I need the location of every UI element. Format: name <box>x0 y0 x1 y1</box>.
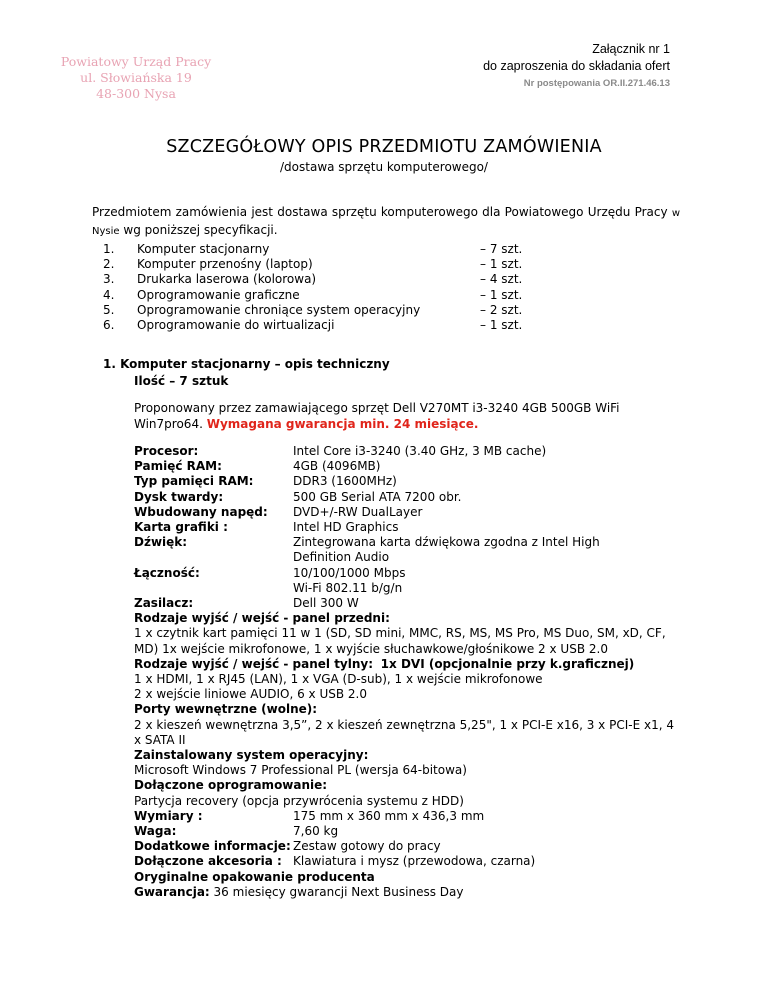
attachment-description: do zaproszenia do składania ofert <box>483 59 670 73</box>
spec-list <box>134 444 679 900</box>
procedure-reference: Nr postępowania OR.II.271.46.13 <box>523 78 670 89</box>
spec-row-extra <box>134 839 679 854</box>
spec-row-disk <box>134 490 679 505</box>
spec-row-psu <box>134 596 679 611</box>
spec-label-front-ports: Rodzaje wyjść / wejść - panel przedni: <box>134 611 390 626</box>
list-item-name: Komputer stacjonarny <box>137 242 270 256</box>
spec-value-front-ports: 1 x czytnik kart pamięci 11 w 1 (SD, SD mini, MMC, RS, MS, MS Pro, MS Duo, SM, xD, CF, MD) 1x wejście mikrofonowe, 1 x wyjście słuchawkowe/głośnikowe 2 x USB 2.0 <box>134 626 666 656</box>
list-item-number: 1. <box>103 242 115 256</box>
spec-label: Typ pamięci RAM: <box>134 474 254 489</box>
intro-text-3: wg poniższej specyfikacji. <box>123 223 278 237</box>
spec-value: Zintegrowana karta dźwiękowa zgodna z Intel High <box>293 535 600 550</box>
list-item <box>103 318 663 333</box>
spec-row-drive <box>134 505 679 520</box>
spec-row-network <box>134 566 679 596</box>
list-item-number: 3. <box>103 272 115 287</box>
list-item <box>103 303 663 318</box>
spec-label-internal: Porty wewnętrzne (wolne): <box>134 702 318 717</box>
spec-row-dimensions <box>134 809 679 824</box>
list-item-quantity: – 1 szt. <box>480 287 523 302</box>
spec-row-ram <box>134 459 679 474</box>
spec-value: DDR3 (1600MHz) <box>293 474 397 489</box>
list-item-quantity: – 2 szt. <box>480 302 523 317</box>
spec-label: Gwarancja: <box>134 884 210 899</box>
spec-value: Definition Audio <box>293 550 390 565</box>
page-subtitle: /dostawa sprzętu komputerowego/ <box>280 160 488 174</box>
institution-stamp <box>60 54 212 102</box>
list-item <box>103 257 663 272</box>
spec-packaging: Oryginalne opakowanie producenta <box>134 869 375 884</box>
spec-label-extra: 1x DVI (opcjonalnie przy k.graficznej) <box>380 656 635 671</box>
spec-value-rear-ports-2: 2 x wejście liniowe AUDIO, 6 x USB 2.0 <box>134 687 367 702</box>
spec-value-software: Partycja recovery (opcja przywrócenia systemu z HDD) <box>134 793 464 808</box>
page-title: SZCZEGÓŁOWY OPIS PRZEDMIOTU ZAMÓWIENIA <box>166 137 602 157</box>
spec-value: 7,60 kg <box>293 824 339 839</box>
spec-label: Rodzaje wyjść / wejść - panel tylny: <box>134 656 374 671</box>
spec-label: Karta grafiki : <box>134 520 228 535</box>
warranty-warning: Wymagana gwarancja min. 24 miesiące. <box>206 417 479 431</box>
attachment-header <box>483 41 670 92</box>
intro-paragraph <box>92 204 680 240</box>
spec-value: 500 GB Serial ATA 7200 obr. <box>293 489 462 504</box>
list-item-name: Komputer przenośny (laptop) <box>137 257 313 272</box>
spec-row-gpu <box>134 520 679 535</box>
spec-label: Pamięć RAM: <box>134 459 222 474</box>
spec-value: DVD+/-RW DualLayer <box>293 504 423 519</box>
spec-value: Wi-Fi 802.11 b/g/n <box>293 580 403 595</box>
intro-text-2: w Nysie <box>92 208 680 237</box>
proposed-text: Proponowany przez zamawiającego sprzęt Dell V270MT i3-3240 4GB 500GB WiFi Win7pro64. <box>134 401 620 431</box>
spec-label: Waga: <box>134 824 177 839</box>
spec-value: Klawiatura i mysz (przewodowa, czarna) <box>293 854 536 869</box>
list-item-number: 6. <box>103 318 115 333</box>
spec-row-weight <box>134 824 679 839</box>
spec-label-software: Dołączone oprogramowanie: <box>134 778 328 793</box>
section-quantity: Ilość – 7 sztuk <box>134 374 229 388</box>
spec-value-internal: 2 x kieszeń wewnętrzna 3,5”, 2 x kieszeń zewnętrzna 5,25", 1 x PCI-E x16, 3 x PCI-E x1, 4 x SATA II <box>134 717 674 747</box>
list-item <box>103 288 663 303</box>
spec-label: Dysk twardy: <box>134 489 224 504</box>
attachment-number: Załącznik nr 1 <box>592 42 670 56</box>
spec-label: Dźwięk: <box>134 535 188 550</box>
spec-value: 175 mm x 360 mm x 436,3 mm <box>293 808 485 823</box>
list-item-quantity: – 1 szt. <box>480 318 523 333</box>
stamp-line-1: Powiatowy Urząd Pracy <box>60 54 212 69</box>
stamp-line-3: 48-300 Nysa <box>96 86 176 101</box>
proposed-equipment <box>134 400 674 432</box>
list-item-quantity: – 7 szt. <box>480 242 523 256</box>
list-item-name: Oprogramowanie do wirtualizacji <box>137 318 335 333</box>
intro-text-1: Przedmiotem zamówienia jest dostawa sprzętu komputerowego dla Powiatowego Urzędu Pracy <box>92 205 668 219</box>
list-item <box>103 272 663 287</box>
spec-row-accessories <box>134 854 679 869</box>
spec-label: Dołączone akcesoria : <box>134 854 282 869</box>
spec-value: Dell 300 W <box>293 596 359 611</box>
section-title: 1. Komputer stacjonarny – opis techniczny <box>103 357 390 371</box>
list-item-quantity: – 1 szt. <box>480 257 523 272</box>
list-item-number: 5. <box>103 302 115 317</box>
spec-row-warranty <box>134 885 679 900</box>
spec-value: 10/100/1000 Mbps <box>293 565 406 580</box>
list-item-name: Oprogramowanie chroniące system operacyjny <box>137 302 421 317</box>
spec-label-rear-ports <box>134 657 679 672</box>
spec-value: Intel Core i3-3240 (3.40 GHz, 3 MB cache) <box>293 444 547 458</box>
spec-label: Łączność: <box>134 565 200 580</box>
spec-label: Wbudowany napęd: <box>134 504 268 519</box>
spec-label: Wymiary : <box>134 808 203 823</box>
section-heading <box>103 356 390 390</box>
spec-row-sound <box>134 535 679 565</box>
spec-value: Zestaw gotowy do pracy <box>293 839 441 854</box>
spec-value-os: Microsoft Windows 7 Professional PL (wersja 64-bitowa) <box>134 763 467 778</box>
spec-label: Zasilacz: <box>134 596 194 611</box>
list-item-quantity: – 4 szt. <box>480 272 523 287</box>
spec-row-cpu <box>134 444 679 459</box>
stamp-line-2: ul. Słowiańska 19 <box>80 70 192 85</box>
spec-value: 36 miesięcy gwarancji Next Business Day <box>213 884 464 899</box>
spec-label: Procesor: <box>134 444 199 458</box>
list-item-number: 2. <box>103 257 115 272</box>
list-item <box>103 242 663 257</box>
list-item-name: Drukarka laserowa (kolorowa) <box>137 272 317 287</box>
list-item-number: 4. <box>103 287 115 302</box>
spec-value: Intel HD Graphics <box>293 520 399 535</box>
spec-value: 4GB (4096MB) <box>293 459 381 474</box>
list-item-name: Oprogramowanie graficzne <box>137 287 300 302</box>
spec-label: Dodatkowe informacje: <box>134 839 291 854</box>
spec-row-ram-type <box>134 474 679 489</box>
items-list <box>103 242 663 333</box>
spec-value-rear-ports-1: 1 x HDMI, 1 x RJ45 (LAN), 1 x VGA (D-sub), 1 x wejście mikrofonowe <box>134 672 543 687</box>
spec-label-os: Zainstalowany system operacyjny: <box>134 748 369 763</box>
